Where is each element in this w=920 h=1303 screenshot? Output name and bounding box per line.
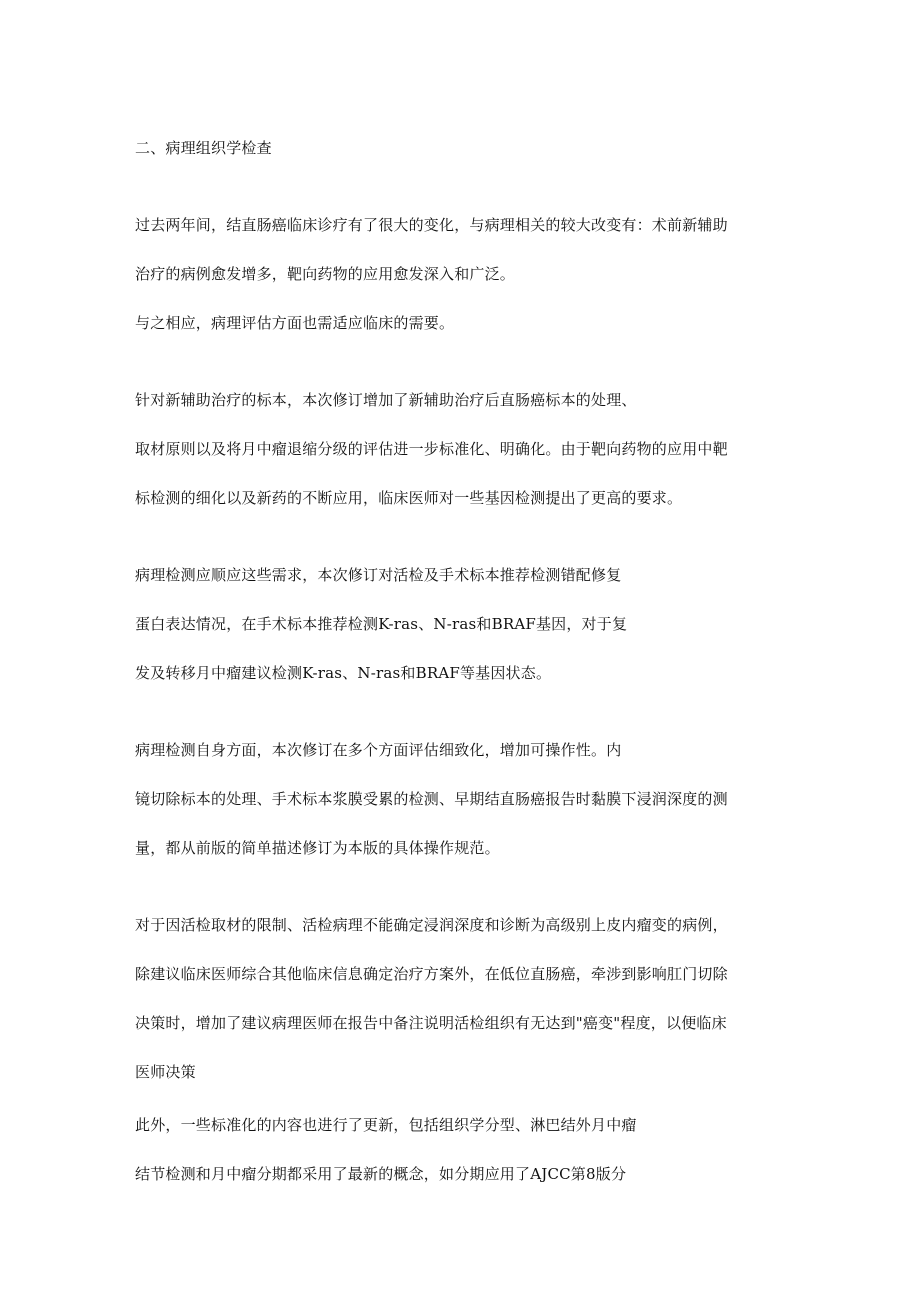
paragraph-line: 与之相应，病理评估方面也需适应临床的需要。 <box>135 314 455 332</box>
paragraph-line: 标检测的细化以及新药的不断应用，临床医师对一些基因检测提出了更高的要求。 <box>135 489 683 507</box>
paragraph-line: 蛋白表达情况，在手术标本推荐检测K-ras、N-ras和BRAF基因，对于复 <box>135 615 628 633</box>
paragraph-line: 病理检测自身方面，本次修订在多个方面评估细致化，增加可操作性。内 <box>135 741 622 759</box>
paragraph-line: 量，都从前版的简单描述修订为本版的具体操作规范。 <box>135 839 500 857</box>
paragraph-line: 镜切除标本的处理、手术标本浆膜受累的检测、早期结直肠癌报告时黏膜下浸润深度的测 <box>135 790 728 808</box>
paragraph-line: 治疗的病例愈发增多，靶向药物的应用愈发深入和广泛。 <box>135 265 516 283</box>
paragraph-line: 结节检测和月中瘤分期都采用了最新的概念，如分期应用了AJCC第8版分 <box>135 1165 627 1183</box>
paragraph-line: 病理检测应顺应这些需求，本次修订对活检及手术标本推荐检测错配修复 <box>135 566 622 584</box>
paragraph-line: 决策时，增加了建议病理医师在报告中备注说明活检组织有无达到"癌变"程度，以便临床 <box>135 1014 727 1032</box>
paragraph-line: 发及转移月中瘤建议检测K-ras、N-ras和BRAF等基因状态。 <box>135 664 552 682</box>
paragraph-line: 过去两年间，结直肠癌临床诊疗有了很大的变化，与病理相关的较大改变有：术前新辅助 <box>135 216 728 234</box>
paragraph-line: 除建议临床医师综合其他临床信息确定治疗方案外，在低位直肠癌，牵涉到影响肛门切除 <box>135 965 728 983</box>
section-heading: 二、病理组织学检查 <box>135 139 272 157</box>
paragraph-line: 取材原则以及将月中瘤退缩分级的评估进一步标准化、明确化。由于靶向药物的应用中靶 <box>135 440 728 458</box>
paragraph-line: 此外，一些标准化的内容也进行了更新，包括组织学分型、淋巴结外月中瘤 <box>135 1116 637 1134</box>
paragraph-line: 针对新辅助治疗的标本，本次修订增加了新辅助治疗后直肠癌标本的处理、 <box>135 391 637 409</box>
paragraph-line: 对于因活检取材的限制、活检病理不能确定浸润深度和诊断为高级别上皮内瘤变的病例， <box>135 916 728 934</box>
paragraph-line: 医师决策 <box>135 1063 196 1081</box>
